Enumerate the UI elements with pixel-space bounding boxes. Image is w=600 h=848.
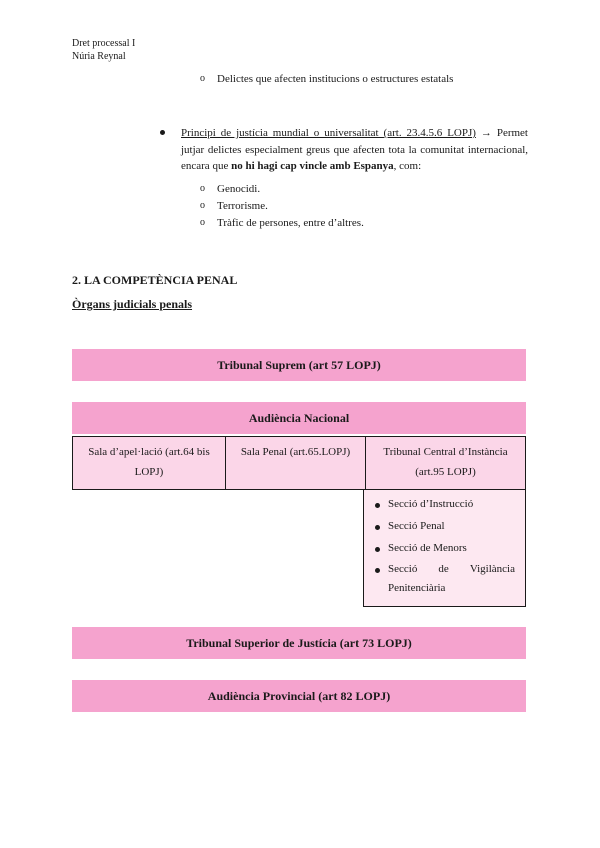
principle-line1: Permet jutjar delictes especialment greus que afecten tota la comunitat: [181, 127, 528, 156]
list-item-text: Tràfic de persones, entre d’altres.: [217, 217, 364, 229]
principle-line2a: internacional, encara que: [181, 143, 529, 172]
bullet-icon: [375, 503, 380, 508]
central-instance-sections: [363, 490, 526, 607]
list-item: Secció de Vigilància Penitenciària: [388, 563, 515, 594]
principle-title: Principi de justícia mundial o universalitat (art. 23.4.5.6 LOPJ): [181, 127, 476, 139]
principle-bullet: [160, 125, 528, 175]
chambers-table: [72, 436, 526, 490]
list-item: Secció d’Instrucció: [388, 498, 473, 510]
chamber-central-instance: Tribunal Central d’Instància (art.95 LOPJ): [365, 437, 525, 489]
bullet-icon: [375, 547, 380, 552]
bullet-icon: [160, 130, 165, 135]
circle-bullet-icon: o: [200, 217, 205, 228]
court-tribunal-suprem: Tribunal Suprem (art 57 LOPJ): [72, 349, 526, 381]
section-subheading: Òrgans judicials penals: [72, 297, 193, 311]
circle-bullet-icon: o: [200, 200, 205, 211]
list-item: Secció de Menors: [388, 542, 467, 554]
list-item-text: Genocidi.: [217, 183, 261, 195]
header-course: Dret processal I: [72, 38, 136, 49]
list-item: Secció Penal: [388, 520, 445, 532]
chamber-penal: Sala Penal (art.65.LOPJ): [225, 437, 365, 489]
chamber-appeal: Sala d’apel·lació (art.64 bis LOPJ): [88, 446, 210, 478]
arrow-icon: →: [475, 127, 497, 139]
section-heading: 2. LA COMPETÈNCIA PENAL: [72, 273, 238, 287]
circle-bullet-icon: o: [200, 183, 205, 194]
principle-emphasis: no hi hagi cap vincle amb Espanya: [231, 160, 394, 172]
court-tribunal-superior: Tribunal Superior de Justícia (art 73 LOPJ): [72, 627, 526, 659]
bullet-icon: [375, 525, 380, 530]
court-audiencia-nacional: Audiència Nacional: [72, 402, 526, 434]
header-author: Núria Reynal: [72, 51, 126, 62]
court-audiencia-provincial: Audiència Provincial (art 82 LOPJ): [72, 680, 526, 712]
circle-bullet-icon: o: [200, 73, 205, 84]
list-item-text: Terrorisme.: [217, 200, 268, 212]
list-item-text: Delictes que afecten institucions o estructures estatals: [217, 73, 454, 85]
principle-line2c: , com:: [393, 160, 422, 172]
bullet-icon: [375, 568, 380, 573]
